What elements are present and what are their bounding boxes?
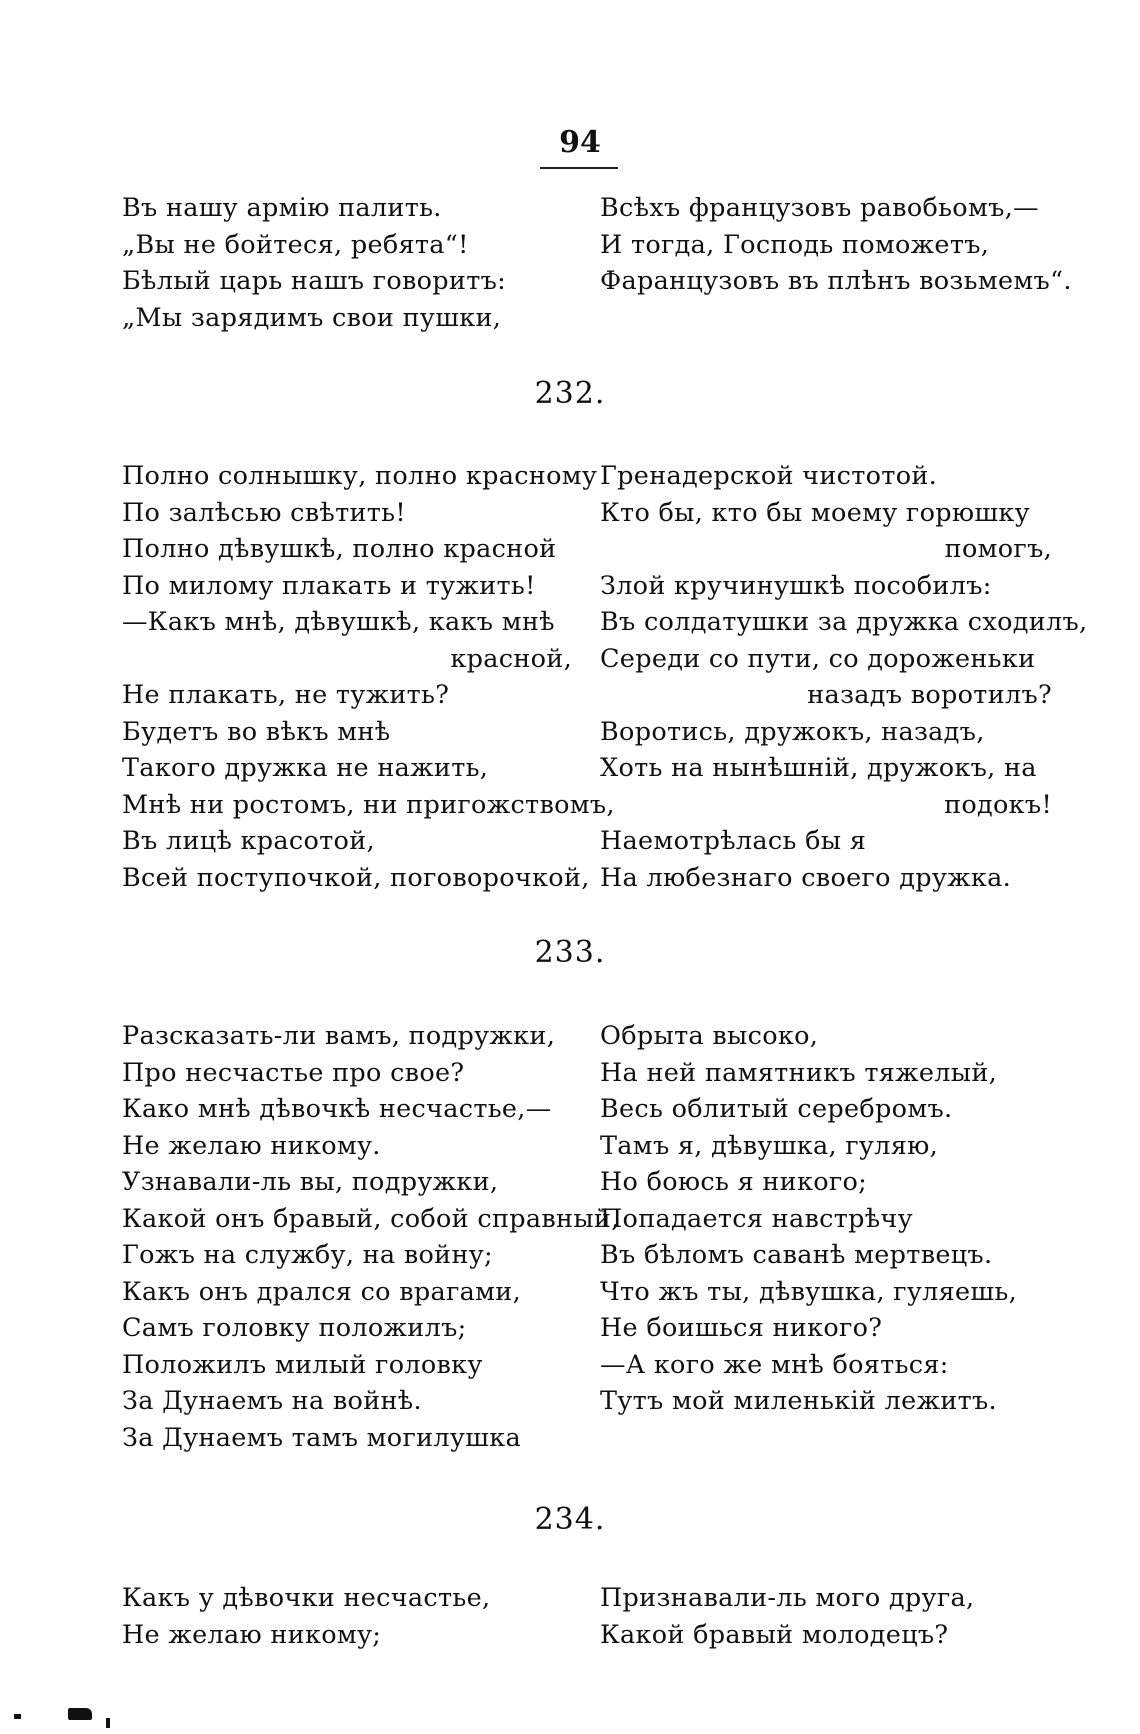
verse-line: Не желаю никому. (122, 1130, 381, 1161)
verse-line: красной, (450, 643, 572, 674)
song-number-heading: 233. (534, 935, 606, 970)
verse-column-left (122, 190, 572, 336)
verse-line: Наемотрѣлась бы я (600, 826, 867, 856)
verse-line: подокъ! (944, 789, 1052, 820)
verse-line: Про несчастье про свое? (122, 1057, 465, 1088)
verse-line: Но боюсь я никого; (600, 1167, 868, 1197)
verse-line: Обрыта высоко, (600, 1021, 819, 1051)
verse-line: Фаранцузовъ въ плѣнъ возьмемъ“. (600, 266, 1072, 296)
verse-line: За Дунаемъ тамъ могилушка (122, 1422, 521, 1453)
song-number-heading: 234. (534, 1502, 606, 1537)
verse-column-right (600, 1018, 1052, 1420)
verse-line: Въ бѣломъ саванѣ мертвецъ. (600, 1240, 993, 1270)
verse-column-right (600, 458, 1088, 896)
verse-line: Въ нашу армію палить. (122, 193, 442, 223)
verse-column-right (600, 1580, 1052, 1653)
verse-line: По милому плакать и тужить! (122, 570, 536, 601)
page-number-rule (540, 167, 618, 169)
verse-line: И тогда, Господь поможетъ, (600, 229, 990, 260)
verse-line: Будетъ во вѣкъ мнѣ (122, 716, 391, 747)
verse-line: Гожъ на службу, на войну; (122, 1240, 493, 1270)
verse-line: Разсказать-ли вамъ, подружки, (122, 1021, 556, 1051)
verse-line: Какъ онъ дрался со врагами, (122, 1276, 522, 1307)
verse-line: „Вы не бойтеся, ребята“! (122, 229, 469, 260)
verse-line: По залѣсью свѣтить! (122, 497, 406, 528)
verse-column-left (122, 1018, 620, 1456)
verse-line: Не плакать, не тужить? (122, 680, 450, 710)
page-number: 94 (559, 125, 601, 160)
verse-line: На любезнаго своего дружка. (600, 862, 1012, 893)
verse-line: Середи со пути, со дороженьки (600, 643, 1036, 674)
verse-column-left (122, 1580, 572, 1653)
verse-line: Како мнѣ дѣвочкѣ несчастье,— (122, 1094, 552, 1124)
song-number-heading: 232. (534, 376, 606, 411)
ink-mark (106, 1718, 110, 1728)
verse-line: —А кого же мнѣ бояться: (600, 1349, 949, 1380)
ink-mark (68, 1708, 92, 1720)
verse-line: Злой кручинушкѣ пособилъ: (600, 570, 992, 601)
verse-line: Гренадерской чистотой. (600, 461, 938, 491)
verse-line: За Дунаемъ на войнѣ. (122, 1386, 422, 1416)
verse-line: Какъ у дѣвочки несчастье, (122, 1583, 491, 1613)
verse-line: Полно солнышку, полно красному (122, 461, 598, 491)
verse-line: На ней памятникъ тяжелый, (600, 1057, 998, 1088)
verse-line: Тутъ мой миленькій лежитъ. (600, 1386, 997, 1416)
verse-line: Не желаю никому; (122, 1619, 382, 1650)
verse-line: Самъ головку положилъ; (122, 1313, 467, 1343)
verse-line: Узнавали-ль вы, подружки, (122, 1167, 499, 1197)
verse-line: Такого дружка не нажить, (122, 753, 489, 783)
verse-line: Что жъ ты, дѣвушка, гуляешь, (600, 1276, 1018, 1307)
verse-line: Въ лицѣ красотой, (122, 826, 375, 856)
verse-line: Признавали-ль мого друга, (600, 1583, 975, 1613)
verse-line: Бѣлый царь нашъ говоритъ: (122, 266, 507, 296)
verse-column-left (122, 458, 615, 896)
verse-column-right (600, 190, 1072, 300)
verse-line: Полно дѣвушкѣ, полно красной (122, 534, 557, 564)
verse-line: „Мы зарядимъ свои пушки, (122, 302, 502, 333)
verse-line: Тамъ я, дѣвушка, гуляю, (600, 1130, 939, 1161)
verse-line: Хоть на нынѣшній, дружокъ, на (600, 753, 1037, 783)
verse-line: Всѣхъ французовъ равобьомъ,— (600, 193, 1039, 223)
verse-line: назадъ воротилъ? (807, 680, 1052, 710)
verse-line: Попадается навстрѣчу (600, 1203, 913, 1234)
verse-line: Какой бравый молодецъ? (600, 1619, 949, 1650)
verse-line: помогъ, (944, 534, 1052, 564)
verse-line: —Какъ мнѣ, дѣвушкѣ, какъ мнѣ (122, 607, 555, 637)
verse-line: Всей поступочкой, поговорочкой, (122, 862, 590, 893)
verse-line: Какой онъ бравый, собой справный, (122, 1203, 620, 1234)
verse-line: Воротись, дружокъ, назадъ, (600, 716, 985, 747)
ink-mark (14, 1714, 21, 1719)
verse-line: Положилъ милый головку (122, 1349, 483, 1380)
verse-line: Не боишься никого? (600, 1313, 883, 1343)
verse-line: Кто бы, кто бы моему горюшку (600, 497, 1030, 528)
verse-line: Мнѣ ни ростомъ, ни пригожствомъ, (122, 789, 615, 820)
verse-line: Весь облитый серебромъ. (600, 1094, 953, 1124)
verse-line: Въ солдатушки за дружка сходилъ, (600, 607, 1088, 637)
